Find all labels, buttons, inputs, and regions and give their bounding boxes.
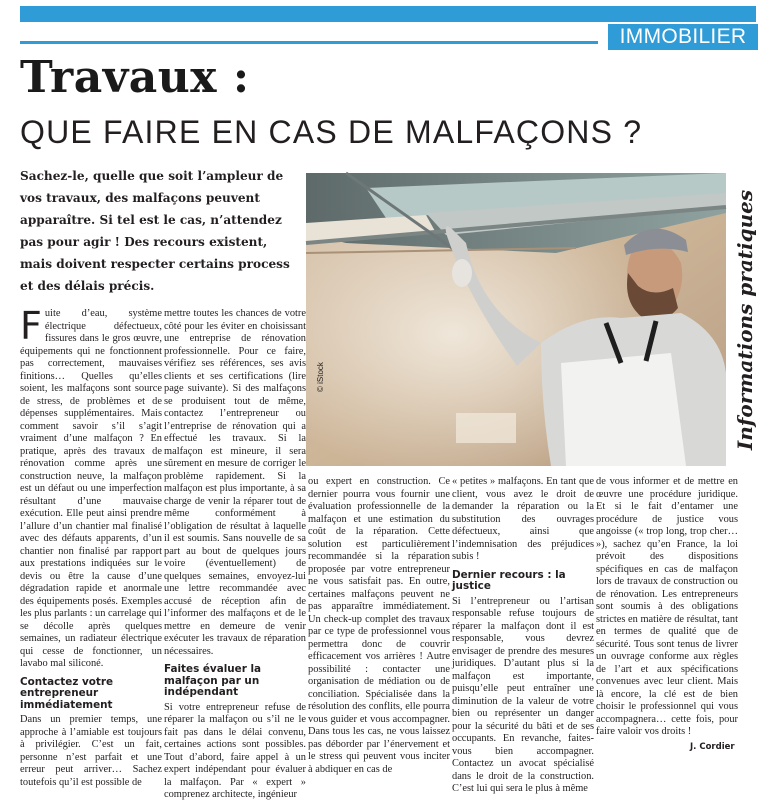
- column-paragraph: de vous informer et de mettre en œuvre une procédure juridique. Et si le fait d’entamer une procédure de justice vous angoisse (« trop long, trop cher… »), sachez qu’en France, la loi prévoit des dispositions spécifiques en cas de malfaçon lors de travaux de construction ou de rénovation. Les entrepreneurs sont soumis à des obligations strictes en matière de résultat, tant en termes de qualité que de sécurité. Tous sont tenus de livrer un ouvrage conforme aux règles de l’art et aux spécifications convenues avec leur client. Mais là encore, la clé est de bien choisir le professionnel qui vous accompagnera… cette fois, pour faire valoir vos droits !: [596, 476, 738, 737]
- section-heading: Contactez votre entrepreneur immédiatement: [20, 675, 114, 711]
- column-paragraph: Dans un premier temps, une approche à l’amiable est toujours à privilégier. C’est un fait, personne n’est parfait et une erreur peut arriver… Sachez toutefois qu’il est possible de: [20, 714, 162, 788]
- rubric-underline: [20, 41, 598, 44]
- column-paragraph: [20, 304, 162, 671]
- drop-cap: F: [20, 304, 42, 348]
- side-label: [733, 173, 757, 466]
- article-column-4: [452, 476, 594, 794]
- section-heading: Dernier recours : la justice: [452, 568, 566, 592]
- article-column-1: [20, 304, 162, 788]
- article-subtitle: QUE FAIRE EN CAS DE MALFAÇONS ?: [20, 114, 643, 150]
- column-paragraph: ou expert en construction. Ce dernier pourra vous fournir une évaluation professionnelle de la malfaçon et une estimation du coût de la réparation. Cette solution est particulièrement recommandée si la réparation proposée par votre entrepreneur ne vous satisfait pas. En outre, certaines malfaçons peuvent ne pas apparaître immédiatement. Un check-up complet des travaux par ce type de professionnel vous permettra donc de couvrir efficacement vos arrières ! Autre possibilité : contacter une organisation de médiation ou de conciliation. Spécialisée dans la résolution des conflits, elle pourra vous guider et vous accompagner. Dans tous les cas, ne vous laissez pas déborder par l’énervement et le stress qui peuvent vous inciter à abdiquer en cas de: [308, 476, 450, 775]
- worker-ceiling-photo: [306, 173, 726, 466]
- paragraph-text: uite d’eau, système électrique défectueux, fissures dans le gros œuvre, équipements qui ne fonctionnent pas correctement, mauvaises finitions… Quelles qu’elles soient, les malfaçons sont source de stress, de problèmes et de dépenses supplémentaires. Mais comment savoir s’il s’agit vraiment d’une malfaçon ? En pratique, après des travaux de rénovation comme après une construction neuve, la malfaçon est un défaut ou une imperfection résultant d’une mauvaise exécution. Elle peut ainsi prendre l’allure d’un chantier mal finalisé avec des défauts apparents, d’un chantier non finalisé par rapport aux prestations indiquées sur le devis ou être la cause d’une dégradation rapide et anormale des équipements posés. Exemples les plus parlants : un carrelage qui se décolle après quelques semaines, un radiateur électrique qui cesse de fonctionner, un lavabo mal siliconé.: [20, 308, 162, 669]
- article-column-2: [164, 308, 306, 800]
- article-title: Travaux :: [20, 52, 250, 103]
- article-column-3: [308, 476, 450, 775]
- side-label-text: Informations pratiques: [733, 189, 757, 450]
- column-paragraph: Si votre entrepreneur refuse de réparer la malfaçon ou s’il ne le fait pas dans le délai convenu, certaines actions sont possibles. Tout d’abord, faire appel à un expert indépendant pour évaluer la malfaçon. Par « expert » comprenez architecte, ingénieur: [164, 701, 306, 800]
- article-lead: Sachez-le, quelle que soit l’ampleur de vos travaux, des malfaçons peuvent apparaître. Si tel est le cas, n’attendez pas pour agir ! Des recours existent, mais doivent respecter certains process et des délais précis.: [20, 169, 290, 293]
- article-column-5: [596, 476, 738, 744]
- column-paragraph: Si l’entrepreneur ou l’artisan responsable refuse toujours de réparer la malfaçon dont il est responsable, vous devrez envisager de prendre des mesures juridiques. D’autant plus si la malfaçon est importante, puisqu’elle peut entraîner une diminution de la valeur de votre bien ou représenter un danger pour la sécurité du bâti et de ses occupants. En revanche, faites-vous bien accompagner. Contactez un avocat spécialisé dans le droit de la construction. C’est lui qui sera le plus à même: [452, 595, 594, 794]
- column-paragraph: « petites » malfaçons. En tant que client, vous avez le droit de demander la réparation ou la substitution des ouvrages défectueux, ainsi que l’indemnisation des préjudices subis !: [452, 476, 594, 562]
- author-signature: J. Cordier: [690, 742, 735, 752]
- section-heading: Faites évaluer la malfaçon par un indépendant: [164, 663, 262, 698]
- column-paragraph: mettre toutes les chances de votre côté pour les éviter en choisissant une entreprise de rénovation professionnelle. Pour ce faire, vérifiez ses références, ses avis clients et ses certifications (lire page suivante). Si des malfaçons se produisent tout de même, contactez l’entrepreneur ou l’entreprise de rénovation qui a effectué les travaux. Si la malfaçon est mineure, il sera sûrement en mesure de corriger le problème rapidement. Si la malfaçon est plus importante, à sa charge de venir la réparer tout de même conformément à l’obligation de résultat à laquelle il est soumis. Sans nouvelle de sa part au bout de quelques jours voire (éventuellement) de quelques semaines, envoyez-lui une lettre recommandée avec accusé de réception afin de l’informer des malfaçons et de le mettre en demeure de venir exécuter les travaux de réparation nécessaires.: [164, 308, 306, 657]
- top-accent-bar: [20, 6, 756, 22]
- section-rubric: IMMOBILIER: [608, 24, 758, 50]
- photo-credit: © iStock: [316, 362, 325, 392]
